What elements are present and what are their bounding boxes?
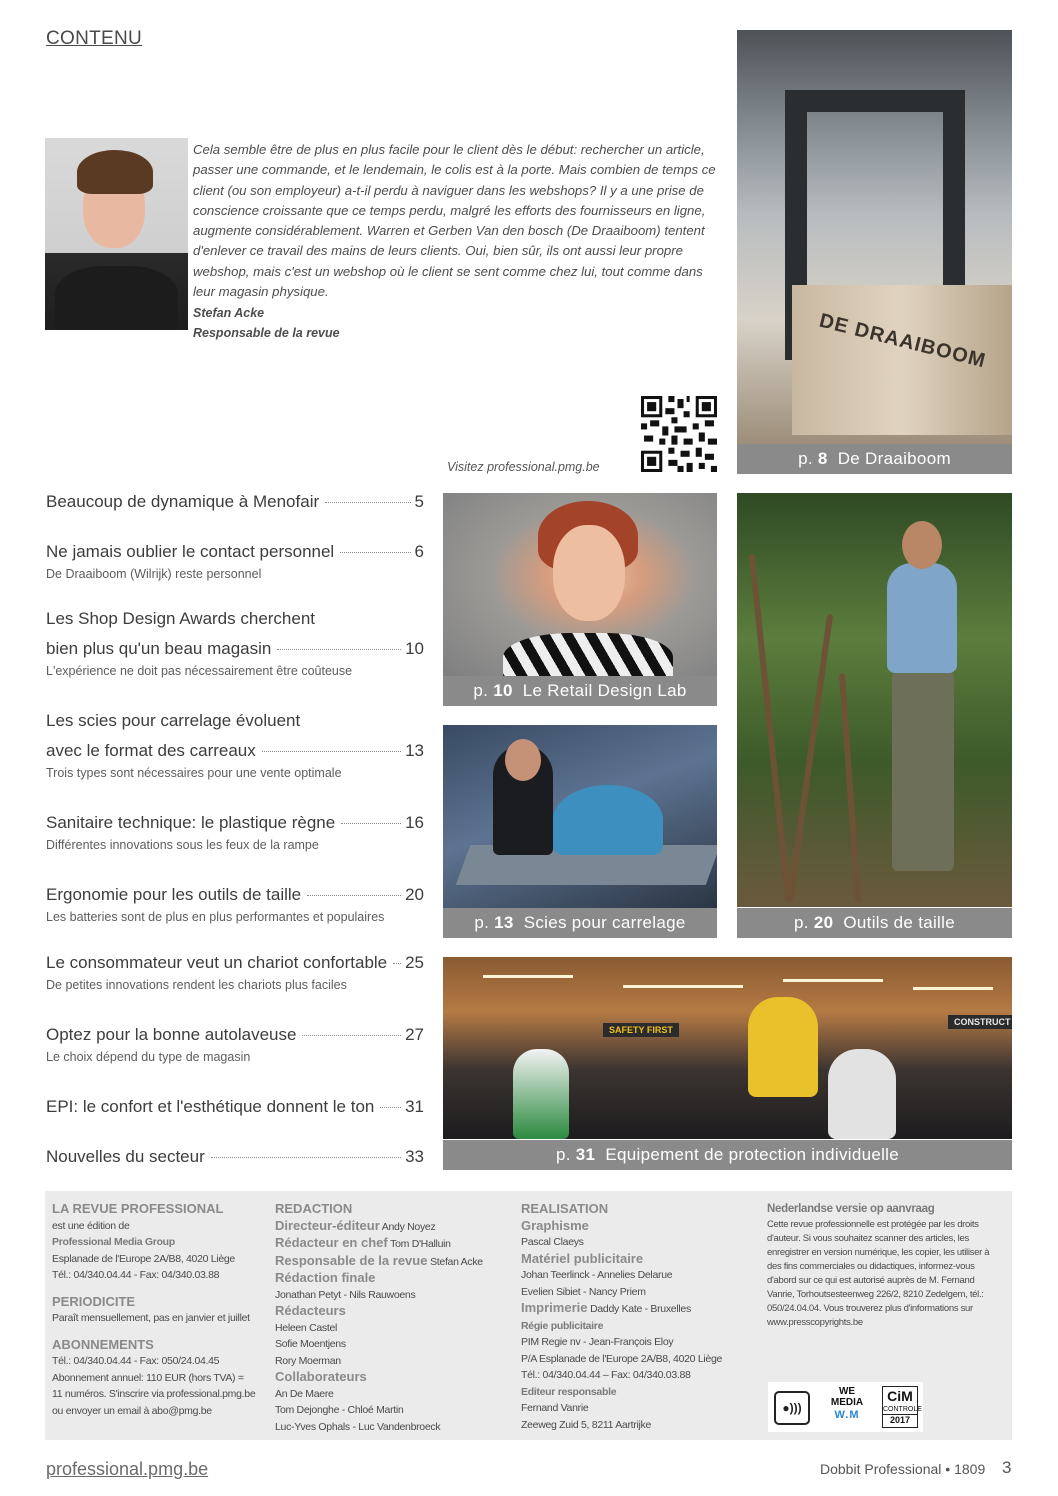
caption-page-number: 8 [817, 449, 828, 468]
logo-text: 2017 [883, 1414, 917, 1426]
toc-entry[interactable] [46, 1024, 424, 1066]
colophon-line: est une édition de [52, 1219, 130, 1232]
caption-retail-design-lab[interactable] [443, 676, 717, 706]
toc-leader [340, 552, 410, 553]
caption-prefix: p. [473, 681, 494, 700]
caption-title: Outils de taille [843, 913, 955, 932]
caption-title: De Draaiboom [837, 449, 951, 468]
colophon-person: Heleen Castel [275, 1321, 338, 1334]
store-sign: CONSTRUCT [948, 1015, 1012, 1029]
toc-page: 6 [414, 542, 424, 561]
toc-subtitle: Les batteries sont de plus en plus performantes et populaires [46, 910, 385, 924]
caption-epi[interactable] [443, 1140, 1012, 1170]
colophon-person: Tom D'Halluin [390, 1238, 451, 1250]
toc-title: Ne jamais oublier le contact personnel [46, 542, 335, 561]
logo-text: CiM [887, 1388, 913, 1404]
toc-subtitle: Différentes innovations sous les feux de la rampe [46, 838, 319, 852]
toc-title: Beaucoup de dynamique à Menofair [46, 492, 320, 511]
toc-leader [380, 1107, 401, 1108]
sound-logo-icon: ●))) [774, 1391, 810, 1425]
photo-scies-carrelage [443, 725, 717, 908]
toc-page: 13 [405, 741, 424, 760]
caption-prefix: p. [474, 913, 495, 932]
toc-leader [307, 895, 401, 896]
toc-entry[interactable] [46, 608, 424, 680]
colophon-heading: REDACTION [275, 1201, 353, 1216]
caption-page-number: 13 [494, 913, 514, 932]
colophon-heading: PERIODICITE [52, 1293, 136, 1309]
gardener-shirt [887, 563, 957, 673]
toc-leader [302, 1035, 401, 1036]
colophon-role: Directeur-éditeur [275, 1217, 380, 1233]
ceiling-light [783, 979, 883, 982]
colophon-role: Rédacteur en chef [275, 1235, 388, 1250]
caption-page-number: 31 [575, 1145, 596, 1164]
tile-saw [553, 785, 663, 855]
toc-page: 31 [405, 1097, 424, 1116]
toc-title: Optez pour la bonne autolaveuse [46, 1025, 297, 1044]
qr-caption: Visitez professional.pmg.be [447, 460, 600, 474]
colophon-person: Johan Teerlinck - Annelies Delarue [521, 1269, 673, 1281]
toc-leader [277, 649, 401, 650]
toc-leader [262, 751, 401, 752]
colophon-person: Andy Noyez [381, 1220, 436, 1233]
caption-prefix: p. [555, 1145, 576, 1164]
ceiling-light [483, 975, 573, 978]
branch [749, 554, 792, 903]
colophon-redaction [275, 1201, 505, 1435]
mannequin-cyclist [513, 1049, 569, 1139]
colophon-role: Rédaction finale [275, 1270, 376, 1285]
colophon-line: Professional Media Group [52, 1236, 175, 1248]
toc-title: Le consommateur veut un chariot confortable [46, 953, 388, 972]
toc-entry[interactable] [46, 952, 424, 994]
gardener-head [902, 521, 942, 569]
colophon-heading: Nederlandse versie op aanvraag [767, 1203, 935, 1215]
toc-title: avec le format des carreaux [46, 741, 256, 760]
gardener-legs [892, 671, 954, 871]
branch [839, 673, 861, 903]
mannequin-hoodie [828, 1049, 896, 1139]
toc-leader [325, 502, 410, 503]
store-sign: SAFETY FIRST [603, 1023, 679, 1037]
footer-website-link[interactable]: professional.pmg.be [46, 1459, 209, 1479]
toc-entry[interactable] [46, 491, 424, 513]
colophon-heading: ABONNEMENTS [52, 1336, 154, 1352]
portrait-shirt [55, 266, 178, 330]
colophon-role: Graphisme [521, 1217, 589, 1233]
toc-page: 10 [405, 639, 424, 658]
toc-entry[interactable] [46, 1146, 424, 1168]
colophon-line: 11 numéros. S'inscrire via professional.pmg.be [52, 1388, 256, 1400]
caption-title: Scies pour carrelage [523, 913, 686, 932]
toc-page: 5 [414, 492, 424, 511]
logo-text: CONTROLE [883, 1406, 922, 1413]
toc-subtitle: Trois types sont nécessaires pour une vente optimale [46, 766, 342, 780]
qr-code[interactable] [641, 396, 717, 472]
toc-title: Ergonomie pour les outils de taille [46, 885, 302, 904]
portrait-face [553, 525, 625, 621]
colophon-line: Esplanade de l'Europe 2A/B8, 4020 Liège [52, 1252, 235, 1265]
footer-magazine-issue: Dobbit Professional • 1809 [820, 1461, 986, 1477]
logo-text: WE [838, 1386, 856, 1397]
colophon-line: ou envoyer un email à abo@pmg.be [52, 1404, 212, 1417]
toc-entry[interactable] [46, 541, 424, 583]
toc-page: 20 [405, 885, 424, 904]
toc-page: 33 [405, 1147, 424, 1166]
editorial-signature [193, 303, 340, 343]
colophon-role: Matériel publicitaire [521, 1250, 644, 1266]
branch [787, 614, 833, 902]
toc-page: 25 [405, 953, 424, 972]
mannequin-yellow-jacket [748, 997, 818, 1097]
colophon-realisation [521, 1201, 761, 1433]
toc-subtitle: De petites innovations rendent les chariots plus faciles [46, 978, 347, 992]
photo-outils-taille [737, 493, 1012, 907]
colophon-person: Luc-Yves Ophals - Luc Vandenbroeck [275, 1420, 441, 1433]
toc-leader [211, 1157, 401, 1158]
colophon-person: Evelien Sibiet - Nancy Priem [521, 1285, 646, 1298]
colophon-person: An De Maere [275, 1387, 334, 1400]
section-title: CONTENU [46, 28, 143, 49]
toc-title: EPI: le confort et l'esthétique donnent le ton [46, 1097, 375, 1116]
portrait-top [503, 633, 673, 678]
colophon-person: Pascal Claeys [521, 1236, 584, 1248]
logo-text: MEDIA [830, 1397, 864, 1408]
toc-entry[interactable] [46, 812, 424, 854]
copyright-text: Cette revue professionnelle est protégée par les droits d'auteur. Si vous souhaitez scanner des articles, les enregistrer en version numérique, les copier, les utiliser à des fins commerciales ou didactiques, informez-vous d'abord sur ce qui est autorisé auprès de M. Fernand Vanrie, Torhoutsesteenweg 226/2, 8210 Zedelgem, tél.: 050/24.04.04. Vous trouverez plus d'informations sur www.presscopyrights.be [767, 1218, 990, 1328]
wemedia-logo [824, 1386, 870, 1421]
caption-prefix: p. [798, 449, 818, 468]
colophon-person: Jonathan Petyt - Nils Rauwoens [275, 1288, 416, 1301]
editorial-author-role: Responsable de la revue [193, 326, 340, 340]
colophon-role: Imprimerie [521, 1300, 588, 1315]
photo-epi [443, 957, 1012, 1139]
colophon-role: Régie publicitaire [521, 1319, 604, 1332]
caption-page-number: 20 [813, 913, 834, 932]
toc-title: Sanitaire technique: le plastique règne [46, 813, 336, 832]
colophon-line: Abonnement annuel: 110 EUR (hors TVA) = [52, 1371, 244, 1384]
colophon-role: Responsable de la revue [275, 1252, 428, 1268]
colophon-person: Tél.: 04/340.04.44 – Fax: 04/340.03.88 [521, 1369, 691, 1381]
toc-page: 27 [405, 1025, 424, 1044]
caption-title: Le Retail Design Lab [522, 681, 687, 700]
toc-subtitle: L'expérience ne doit pas nécessairement être coûteuse [46, 664, 353, 678]
colophon-person: P/A Esplanade de l'Europe 2A/B8, 4020 Liège [521, 1352, 723, 1365]
colophon-heading: LA REVUE PROFESSIONAL [52, 1201, 224, 1216]
toc-title: Nouvelles du secteur [46, 1147, 205, 1166]
toc-leader [341, 823, 401, 824]
cim-logo [882, 1386, 922, 1428]
colophon-line: Tél.: 04/340.04.44 - Fax: 04/340.03.88 [52, 1269, 220, 1281]
toc-title: bien plus qu'un beau magasin [46, 639, 272, 658]
store-sign: DE DRAAIBOOM [816, 309, 989, 373]
colophon-person: PIM Regie nv - Jean-François Eloy [521, 1336, 674, 1348]
colophon-person: Zeeweg Zuid 5, 8211 Aartrijke [521, 1418, 652, 1431]
toc-entry[interactable] [46, 1096, 424, 1118]
editor-portrait [45, 138, 188, 330]
editorial-author: Stefan Acke [193, 306, 265, 320]
caption-prefix: p. [794, 913, 814, 932]
toc-leader [393, 963, 401, 964]
ceiling-light [623, 985, 743, 988]
colophon-line: Tél.: 04/340.04.44 - Fax: 050/24.04.45 [52, 1355, 220, 1367]
caption-title: Equipement de protection individuelle [605, 1145, 900, 1164]
toc-title-line1: Les Shop Design Awards cherchent [46, 609, 316, 628]
toc-entry[interactable] [46, 884, 424, 926]
colophon-line: Paraît mensuellement, pas en janvier et juillet [52, 1312, 250, 1324]
colophon-heading: REALISATION [521, 1201, 609, 1216]
toc-page: 16 [405, 813, 424, 832]
caption-scies-carrelage[interactable] [443, 908, 717, 938]
toc-subtitle: Le choix dépend du type de magasin [46, 1050, 251, 1064]
colophon-role: Collaborateurs [275, 1369, 367, 1384]
colophon-role: Editeur responsable [521, 1385, 617, 1398]
worker-head [505, 739, 541, 781]
toc-subtitle: De Draaiboom (Wilrijk) reste personnel [46, 567, 262, 581]
colophon-person: Rory Moerman [275, 1354, 341, 1367]
photo-retail-design-lab [443, 493, 717, 678]
colophon-person: Daddy Kate - Bruxelles [590, 1303, 691, 1315]
colophon-person: Fernand Vanrie [521, 1402, 589, 1414]
colophon-role: Rédacteurs [275, 1303, 346, 1318]
colophon-person: Sofie Moentjens [275, 1338, 346, 1350]
photo-draaiboom [737, 30, 1012, 444]
colophon-copyright [767, 1201, 1003, 1330]
portrait-hair [77, 150, 153, 194]
colophon-publisher [52, 1201, 267, 1419]
page-number: 3 [1002, 1458, 1012, 1477]
editorial-text: Cela semble être de plus en plus facile pour le client dès le début: rechercher un article, passer une commande, et le lendemain, le colis est à la porte. Mais combien de temps ce client (ou son employeur) a-t-il perdu à naviguer dans les webshops? Il y a une prise de conscience croissante que ce temps perdu, malgré les efforts des fournisseurs en ligne, augmente considérablement. Warren et Gerben Van den bosch (De Draaiboom) tentent d'enlever ce travail des mains de leurs clients. Oui, bien sûr, ils ont aussi leur propre webshop, mais c'est un webshop où le client se sent comme chez lui, tout comme dans leur magasin physique. [193, 142, 716, 300]
ceiling-light [913, 987, 993, 990]
colophon-person: Stefan Acke [430, 1255, 483, 1268]
caption-page-number: 10 [493, 681, 513, 700]
certification-logos [768, 1382, 923, 1432]
caption-outils-taille[interactable] [737, 908, 1012, 938]
logo-text: W.M [834, 1409, 860, 1421]
caption-draaiboom[interactable] [737, 444, 1012, 474]
toc-title-line1: Les scies pour carrelage évoluent [46, 711, 301, 730]
colophon-person: Tom Dejonghe - Chloé Martin [275, 1404, 404, 1416]
toc-entry[interactable] [46, 710, 424, 782]
